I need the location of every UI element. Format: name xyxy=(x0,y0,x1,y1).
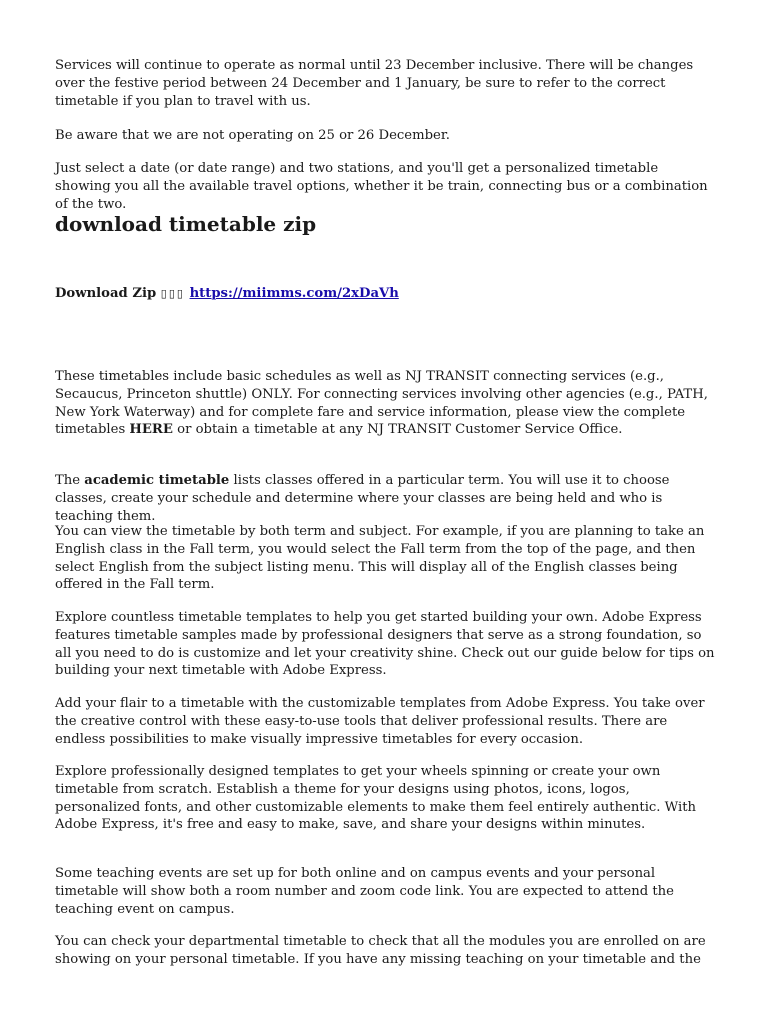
academic-text-start: The xyxy=(55,473,85,488)
professional-templates-paragraph: Explore professionally designed templates to get your wheels spinning or create your own timetable from scratch. Establish a theme for your designs using photos, icons, logos, personalized fonts, and other customizable elements to make them feel entirely authentic. With Adobe Express, it's free and easy to make, save, and share your designs within minutes. xyxy=(55,764,697,833)
add-flair-paragraph: Add your flair to a timetable with the customizable templates from Adobe Express. You take over the creative control with these easy-to-use tools that deliver professional results. There are endless possibilities to make visually impressive timetables for every occasion. xyxy=(55,696,705,747)
download-link[interactable]: https://miimms.com/2xDaVh xyxy=(189,286,399,301)
academic-timetable-bold: academic timetable xyxy=(84,473,230,488)
closure-paragraph: Be aware that we are not operating on 25 or 26 December. xyxy=(55,128,450,143)
download-line xyxy=(55,285,715,303)
nj-transit-paragraph xyxy=(55,368,715,439)
academic-text-end: lists classes offered in a particular term. You will use it to choose classes, create your schedule and determine where your classes are being held and who is teaching them. xyxy=(55,473,670,524)
festive-notice-paragraph: Services will continue to operate as normal until 23 December inclusive. There will be changes over the festive period between 24 December and 1 January, be sure to refer to the correct timetable if you plan to travel with us. xyxy=(55,58,694,109)
page-heading: download timetable zip xyxy=(55,212,317,236)
nj-transit-text: These timetables include basic schedules as well as NJ TRANSIT connecting services (e.g., Secaucus, Princeton shuttle) ONLY. For connecting services involving other agencies (e.g., PATH, New York Waterway) and for complete fare and service information, please view the complete timetables xyxy=(55,369,708,438)
view-timetable-paragraph: You can view the timetable by both term and subject. For example, if you are planning to take an English class in the Fall term, you would select the Fall term from the top of the page, and then select English from the subject listing menu. This will display all of the English classes being offered in the Fall term. xyxy=(55,524,705,593)
here-bold: HERE xyxy=(129,422,173,438)
nj-transit-text-end: or obtain a timetable at any NJ TRANSIT Customer Service Office. xyxy=(172,422,623,438)
download-label: Download Zip xyxy=(55,286,157,301)
departmental-timetable-paragraph: You can check your departmental timetable to check that all the modules you are enrolled on are showing on your personal timetable. If you have any missing teaching on your timetable and the xyxy=(55,934,706,967)
missing-glyphs: ▯▯▯ xyxy=(160,287,185,300)
teaching-events-paragraph: Some teaching events are set up for both online and on campus events and your personal timetable will show both a room number and zoom code link. You are expected to attend the teaching event on campus. xyxy=(55,866,674,917)
explore-templates-paragraph: Explore countless timetable templates to help you get started building your own. Adobe Express features timetable samples made by professional designers that serve as a strong foundation, so all you need to do is customize and let your creativity shine. Check out our guide below for tips on building your next timetable with Adobe Express. xyxy=(55,610,715,679)
academic-timetable-paragraph xyxy=(55,472,715,525)
personalized-timetable-paragraph: Just select a date (or date range) and two stations, and you'll get a personalized timetable showing you all the available travel options, whether it be train, connecting bus or a combination of the two. xyxy=(55,161,708,212)
